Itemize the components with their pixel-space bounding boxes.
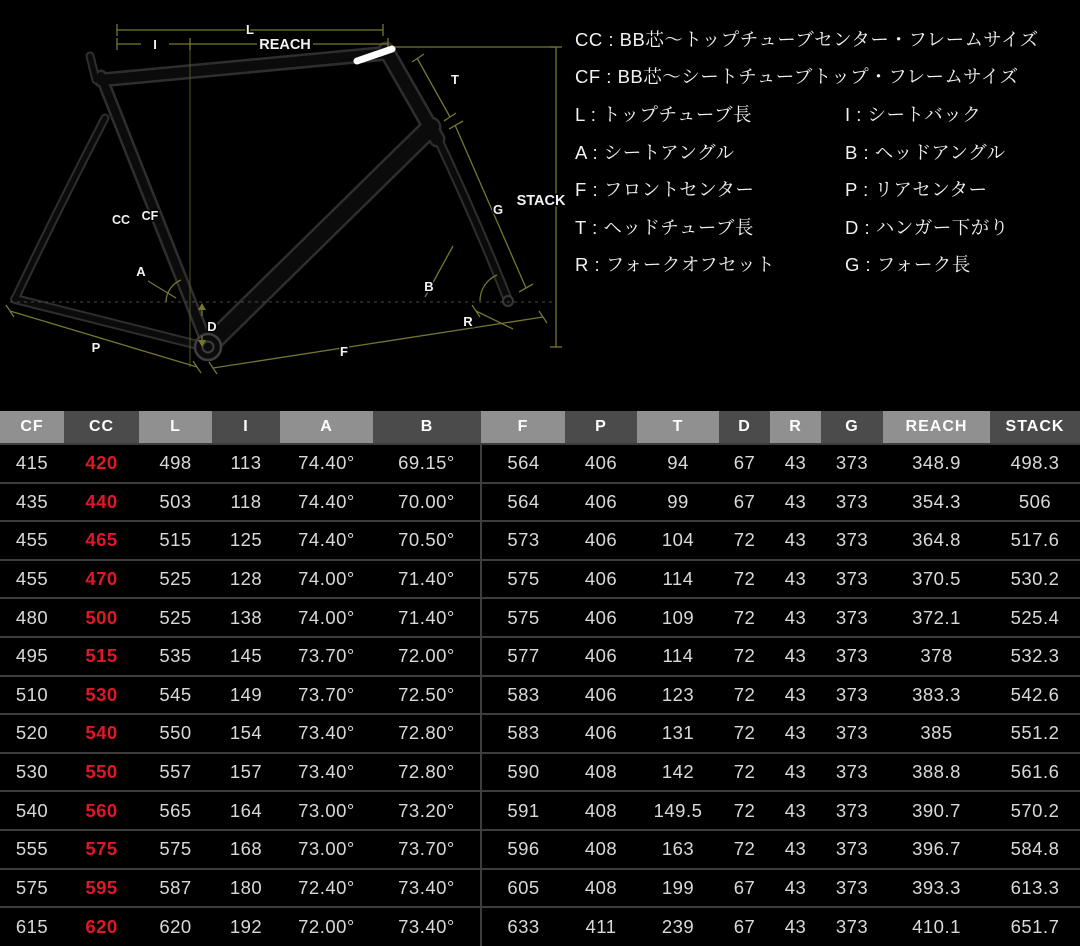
cell-stack: 584.8 xyxy=(990,830,1080,869)
cell-r: 43 xyxy=(770,598,821,637)
cell-l: 557 xyxy=(139,753,212,792)
cell-i: 118 xyxy=(212,483,280,522)
cell-cc: 530 xyxy=(64,676,139,715)
cell-cc: 515 xyxy=(64,637,139,676)
cell-a: 74.00° xyxy=(280,560,373,599)
cell-cf: 530 xyxy=(0,753,64,792)
cell-g: 373 xyxy=(821,560,883,599)
cell-stack: 532.3 xyxy=(990,637,1080,676)
cell-cf: 495 xyxy=(0,637,64,676)
cell-reach: 354.3 xyxy=(883,483,990,522)
cell-p: 406 xyxy=(565,637,637,676)
cell-f: 605 xyxy=(481,869,565,908)
cell-l: 503 xyxy=(139,483,212,522)
legend xyxy=(575,20,1080,283)
cell-cc: 540 xyxy=(64,714,139,753)
table-row xyxy=(0,830,1080,869)
label-head-tube: T xyxy=(451,72,459,87)
label-top-tube: L xyxy=(246,22,254,37)
cell-stack: 506 xyxy=(990,483,1080,522)
cell-f: 575 xyxy=(481,560,565,599)
table-row xyxy=(0,560,1080,599)
cell-l: 565 xyxy=(139,791,212,830)
cell-i: 168 xyxy=(212,830,280,869)
cell-stack: 542.6 xyxy=(990,676,1080,715)
cell-g: 373 xyxy=(821,753,883,792)
frame-geometry-diagram xyxy=(0,0,575,411)
cell-g: 373 xyxy=(821,714,883,753)
cell-reach: 383.3 xyxy=(883,676,990,715)
cell-stack: 570.2 xyxy=(990,791,1080,830)
cell-b: 73.40° xyxy=(373,907,481,946)
cell-cc: 595 xyxy=(64,869,139,908)
cell-r: 43 xyxy=(770,714,821,753)
table-row xyxy=(0,714,1080,753)
label-front-center: F xyxy=(340,344,348,359)
cell-stack: 517.6 xyxy=(990,521,1080,560)
cell-r: 43 xyxy=(770,869,821,908)
cell-a: 73.40° xyxy=(280,714,373,753)
cell-a: 74.40° xyxy=(280,444,373,483)
cell-b: 73.40° xyxy=(373,869,481,908)
cell-cc: 440 xyxy=(64,483,139,522)
cell-p: 406 xyxy=(565,676,637,715)
cell-i: 125 xyxy=(212,521,280,560)
cell-l: 498 xyxy=(139,444,212,483)
label-seatback: I xyxy=(153,37,157,52)
cell-l: 575 xyxy=(139,830,212,869)
cell-a: 73.70° xyxy=(280,676,373,715)
cell-p: 406 xyxy=(565,560,637,599)
cell-p: 408 xyxy=(565,830,637,869)
cell-i: 113 xyxy=(212,444,280,483)
cell-i: 128 xyxy=(212,560,280,599)
cell-t: 99 xyxy=(637,483,719,522)
legend-item: T : ヘッドチューブ長 xyxy=(575,216,754,238)
cell-t: 131 xyxy=(637,714,719,753)
cell-g: 373 xyxy=(821,791,883,830)
table-row xyxy=(0,444,1080,483)
cell-i: 138 xyxy=(212,598,280,637)
cell-cf: 480 xyxy=(0,598,64,637)
cell-d: 72 xyxy=(719,714,770,753)
cell-cf: 455 xyxy=(0,521,64,560)
cell-r: 43 xyxy=(770,521,821,560)
cell-f: 564 xyxy=(481,483,565,522)
cell-d: 67 xyxy=(719,907,770,946)
cell-stack: 530.2 xyxy=(990,560,1080,599)
cell-cf: 555 xyxy=(0,830,64,869)
cell-cc: 470 xyxy=(64,560,139,599)
cell-p: 406 xyxy=(565,444,637,483)
cell-f: 575 xyxy=(481,598,565,637)
cell-f: 583 xyxy=(481,676,565,715)
legend-item: L : トップチューブ長 xyxy=(575,103,752,125)
cell-l: 515 xyxy=(139,521,212,560)
table-row xyxy=(0,483,1080,522)
table-row xyxy=(0,521,1080,560)
cell-t: 163 xyxy=(637,830,719,869)
cell-r: 43 xyxy=(770,907,821,946)
legend-item: F : フロントセンター xyxy=(575,179,755,201)
cell-b: 70.00° xyxy=(373,483,481,522)
column-header-l: L xyxy=(139,411,212,444)
cell-reach: 348.9 xyxy=(883,444,990,483)
cell-t: 239 xyxy=(637,907,719,946)
cell-t: 109 xyxy=(637,598,719,637)
cell-f: 583 xyxy=(481,714,565,753)
cell-d: 72 xyxy=(719,521,770,560)
cell-d: 72 xyxy=(719,598,770,637)
cell-g: 373 xyxy=(821,637,883,676)
cell-reach: 390.7 xyxy=(883,791,990,830)
cell-cf: 415 xyxy=(0,444,64,483)
cell-r: 43 xyxy=(770,830,821,869)
cell-d: 72 xyxy=(719,830,770,869)
cell-l: 620 xyxy=(139,907,212,946)
cell-t: 104 xyxy=(637,521,719,560)
cell-i: 154 xyxy=(212,714,280,753)
legend-item: D : ハンガー下がり xyxy=(845,216,1009,238)
cell-f: 591 xyxy=(481,791,565,830)
cell-i: 180 xyxy=(212,869,280,908)
label-head-angle: B xyxy=(424,279,434,294)
cell-i: 149 xyxy=(212,676,280,715)
cell-cf: 455 xyxy=(0,560,64,599)
cell-reach: 393.3 xyxy=(883,869,990,908)
cell-b: 73.20° xyxy=(373,791,481,830)
label-bb-drop: D xyxy=(207,319,217,334)
column-header-r: R xyxy=(770,411,821,444)
cell-r: 43 xyxy=(770,791,821,830)
cell-b: 72.80° xyxy=(373,714,481,753)
cell-p: 406 xyxy=(565,521,637,560)
cell-t: 94 xyxy=(637,444,719,483)
cell-reach: 385 xyxy=(883,714,990,753)
cell-stack: 613.3 xyxy=(990,869,1080,908)
cell-r: 43 xyxy=(770,444,821,483)
column-header-f: F xyxy=(481,411,565,444)
legend-item: I : シートバック xyxy=(845,103,982,125)
cell-cc: 620 xyxy=(64,907,139,946)
cell-g: 373 xyxy=(821,598,883,637)
cell-cc: 465 xyxy=(64,521,139,560)
cell-a: 74.00° xyxy=(280,598,373,637)
cell-p: 408 xyxy=(565,753,637,792)
cell-cc: 550 xyxy=(64,753,139,792)
cell-t: 149.5 xyxy=(637,791,719,830)
cell-f: 590 xyxy=(481,753,565,792)
cell-t: 114 xyxy=(637,637,719,676)
cell-stack: 525.4 xyxy=(990,598,1080,637)
cell-stack: 651.7 xyxy=(990,907,1080,946)
column-header-g: G xyxy=(821,411,883,444)
cell-l: 525 xyxy=(139,560,212,599)
bottom-bracket xyxy=(195,334,221,360)
cell-g: 373 xyxy=(821,869,883,908)
cell-stack: 498.3 xyxy=(990,444,1080,483)
table-row xyxy=(0,753,1080,792)
label-stack: STACK xyxy=(516,193,566,209)
legend-item: P : リアセンター xyxy=(845,179,988,201)
cell-b: 73.70° xyxy=(373,830,481,869)
cell-l: 550 xyxy=(139,714,212,753)
legend-item: CF : BB芯〜シートチューブトップ・フレームサイズ xyxy=(575,66,1019,88)
cell-f: 596 xyxy=(481,830,565,869)
cell-cf: 615 xyxy=(0,907,64,946)
cell-d: 72 xyxy=(719,753,770,792)
cell-l: 545 xyxy=(139,676,212,715)
cell-reach: 410.1 xyxy=(883,907,990,946)
cell-a: 72.40° xyxy=(280,869,373,908)
cell-reach: 364.8 xyxy=(883,521,990,560)
cell-r: 43 xyxy=(770,676,821,715)
cell-f: 564 xyxy=(481,444,565,483)
column-header-p: P xyxy=(565,411,637,444)
cell-d: 72 xyxy=(719,676,770,715)
column-header-d: D xyxy=(719,411,770,444)
cell-b: 72.50° xyxy=(373,676,481,715)
label-rear-center: P xyxy=(91,340,101,355)
cell-g: 373 xyxy=(821,676,883,715)
column-header-reach: REACH xyxy=(883,411,990,444)
cell-p: 411 xyxy=(565,907,637,946)
cell-d: 67 xyxy=(719,444,770,483)
legend-item: CC : BB芯〜トップチューブセンター・フレームサイズ xyxy=(575,28,1039,50)
cell-reach: 370.5 xyxy=(883,560,990,599)
cell-p: 408 xyxy=(565,869,637,908)
column-header-stack: STACK xyxy=(990,411,1080,444)
cell-b: 72.80° xyxy=(373,753,481,792)
legend-item: G : フォーク長 xyxy=(845,254,971,276)
top-section xyxy=(0,0,1080,411)
cell-t: 123 xyxy=(637,676,719,715)
cell-g: 373 xyxy=(821,907,883,946)
cell-cf: 510 xyxy=(0,676,64,715)
cell-stack: 561.6 xyxy=(990,753,1080,792)
cell-a: 72.00° xyxy=(280,907,373,946)
cell-cc: 560 xyxy=(64,791,139,830)
cell-reach: 372.1 xyxy=(883,598,990,637)
cell-l: 535 xyxy=(139,637,212,676)
cell-t: 114 xyxy=(637,560,719,599)
cell-cf: 575 xyxy=(0,869,64,908)
table-row xyxy=(0,869,1080,908)
cell-stack: 551.2 xyxy=(990,714,1080,753)
table-row xyxy=(0,637,1080,676)
column-header-b: B xyxy=(373,411,481,444)
cell-cc: 575 xyxy=(64,830,139,869)
label-cc: CC xyxy=(111,213,131,227)
label-reach: REACH xyxy=(259,37,311,53)
column-header-t: T xyxy=(637,411,719,444)
cell-t: 142 xyxy=(637,753,719,792)
legend-item: B : ヘッドアングル xyxy=(845,141,1006,163)
cell-a: 73.00° xyxy=(280,830,373,869)
label-fork-length: G xyxy=(492,202,504,217)
table-row xyxy=(0,907,1080,946)
label-fork-offset: R xyxy=(463,314,473,329)
cell-g: 373 xyxy=(821,444,883,483)
cell-r: 43 xyxy=(770,753,821,792)
cell-reach: 396.7 xyxy=(883,830,990,869)
table-row xyxy=(0,791,1080,830)
cell-a: 74.40° xyxy=(280,521,373,560)
cell-i: 157 xyxy=(212,753,280,792)
bike-frame-illustration xyxy=(0,0,575,411)
cell-a: 73.40° xyxy=(280,753,373,792)
cell-l: 525 xyxy=(139,598,212,637)
cell-a: 73.70° xyxy=(280,637,373,676)
table-row xyxy=(0,676,1080,715)
table-row xyxy=(0,598,1080,637)
cell-p: 406 xyxy=(565,598,637,637)
cell-b: 70.50° xyxy=(373,521,481,560)
cell-i: 164 xyxy=(212,791,280,830)
cell-a: 74.40° xyxy=(280,483,373,522)
cell-g: 373 xyxy=(821,830,883,869)
cell-a: 73.00° xyxy=(280,791,373,830)
cell-f: 633 xyxy=(481,907,565,946)
cell-f: 573 xyxy=(481,521,565,560)
cell-l: 587 xyxy=(139,869,212,908)
cell-d: 67 xyxy=(719,483,770,522)
cell-cf: 520 xyxy=(0,714,64,753)
cell-p: 408 xyxy=(565,791,637,830)
column-header-i: I xyxy=(212,411,280,444)
geometry-table xyxy=(0,411,1080,946)
label-cf: CF xyxy=(141,209,159,223)
cell-d: 72 xyxy=(719,560,770,599)
cell-p: 406 xyxy=(565,714,637,753)
cell-f: 577 xyxy=(481,637,565,676)
cell-t: 199 xyxy=(637,869,719,908)
cell-g: 373 xyxy=(821,521,883,560)
cell-b: 72.00° xyxy=(373,637,481,676)
cell-reach: 388.8 xyxy=(883,753,990,792)
cell-p: 406 xyxy=(565,483,637,522)
column-header-a: A xyxy=(280,411,373,444)
cell-cf: 435 xyxy=(0,483,64,522)
cell-cc: 500 xyxy=(64,598,139,637)
column-header-cf: CF xyxy=(0,411,64,444)
cell-i: 192 xyxy=(212,907,280,946)
cell-cf: 540 xyxy=(0,791,64,830)
cell-g: 373 xyxy=(821,483,883,522)
cell-d: 72 xyxy=(719,637,770,676)
legend-item: A : シートアングル xyxy=(575,141,735,163)
legend-item: R : フォークオフセット xyxy=(575,254,776,276)
cell-d: 72 xyxy=(719,791,770,830)
table-header-row xyxy=(0,411,1080,444)
cell-r: 43 xyxy=(770,483,821,522)
cell-i: 145 xyxy=(212,637,280,676)
front-dropout xyxy=(503,296,513,306)
cell-b: 71.40° xyxy=(373,560,481,599)
cell-b: 69.15° xyxy=(373,444,481,483)
cell-r: 43 xyxy=(770,637,821,676)
cell-cc: 420 xyxy=(64,444,139,483)
column-header-cc: CC xyxy=(64,411,139,444)
cell-reach: 378 xyxy=(883,637,990,676)
cell-d: 67 xyxy=(719,869,770,908)
label-seat-angle: A xyxy=(136,264,146,279)
cell-r: 43 xyxy=(770,560,821,599)
cell-b: 71.40° xyxy=(373,598,481,637)
